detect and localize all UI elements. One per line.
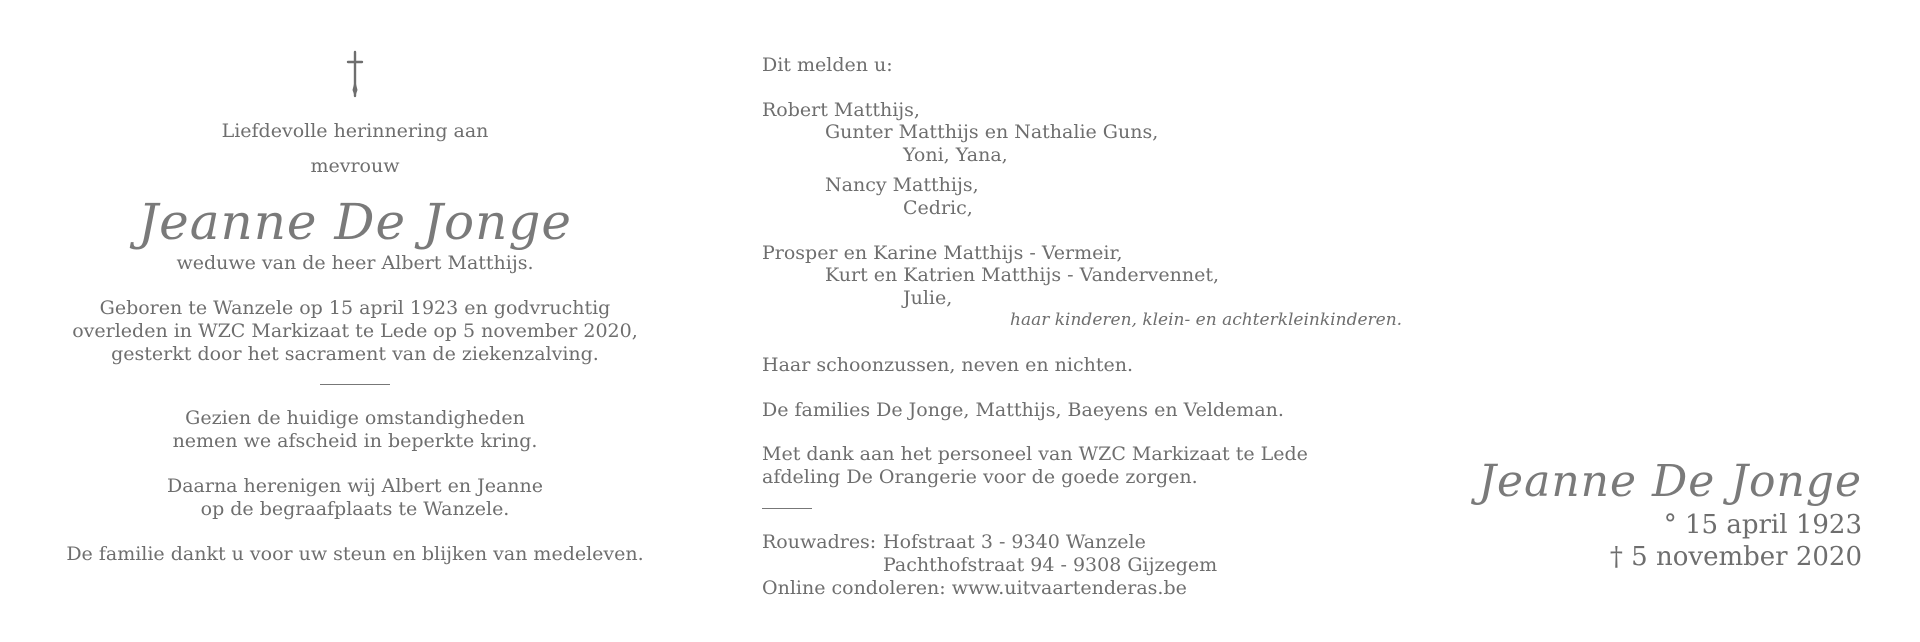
family-line: Robert Matthijs, [762,98,920,121]
family-line: Gunter Matthijs en Nathalie Guns, [825,121,1159,144]
address-row-2 [762,554,1402,577]
address-row-1 [762,531,1402,554]
birth-line-1: Geboren te Wanzele op 15 april 1923 en godvruchtig [99,297,611,319]
deceased-name-small: Jeanne De Jonge [1478,456,1862,507]
farewell-line-2: nemen we afscheid in beperkte kring. [172,430,538,452]
birth-death-paragraph [40,297,670,366]
birth-date: ° 15 april 1923 [1663,510,1862,540]
staff-thanks [762,443,1402,488]
staff-thanks-line-1: Met dank aan het personeel van WZC Markizaat te Lede [762,443,1308,466]
family-line: Yoni, Yana, [903,143,1008,166]
death-date: † 5 november 2020 [1609,542,1862,572]
address-block [762,531,1402,599]
thanks-line: De familie dankt u voor uw steun en blijken van medeleven. [66,543,644,565]
address-line-1: Hofstraat 3 - 9340 Wanzele [883,531,1146,554]
family-group-1 [762,99,1402,220]
divider [762,508,812,509]
family-group-2 [762,242,1402,332]
family-line: Julie, [903,286,953,309]
birth-line-2: overleden in WZC Markizaat te Lede op 5 november 2020, [72,320,638,342]
announcement-header: Dit melden u: [762,54,893,76]
middle-column [762,54,1402,599]
gather-paragraph [40,475,670,521]
left-column [40,50,670,566]
birth-line-3: gesterkt door het sacrament van de ziekenzalving. [111,343,599,365]
in-laws-line: Haar schoonzussen, neven en nichten. [762,353,1134,376]
right-column [1442,455,1862,573]
honorific: mevrouw [310,155,400,177]
cross-icon [342,50,368,98]
online-condolence-link[interactable]: Online condoleren: www.uitvaartenderas.be [762,576,1187,599]
widow-line: weduwe van de heer Albert Matthijs. [176,252,534,274]
family-line: Kurt en Katrien Matthijs - Vandervennet, [825,264,1220,287]
family-line: Cedric, [903,196,973,219]
farewell-line-1: Gezien de huidige omstandigheden [185,407,525,429]
intro-text: Liefdevolle herinnering aan [221,120,489,142]
address-line-2: Pachthofstraat 94 - 9308 Gijzegem [883,553,1218,576]
gather-line-1: Daarna herenigen wij Albert en Jeanne [166,475,544,497]
address-label: Rouwadres: [762,531,877,554]
farewell-paragraph [40,407,670,453]
family-line: Prosper en Karine Matthijs - Vermeir, [762,241,1123,264]
family-line: Nancy Matthijs, [825,174,979,197]
gather-line-2: op de begraafplaats te Wanzele. [200,498,510,520]
divider [320,384,390,385]
families-line: De families De Jonge, Matthijs, Baeyens en Veldeman. [762,398,1284,421]
staff-thanks-line-2: afdeling De Orangerie voor de goede zorgen. [762,465,1198,488]
relation-note: haar kinderen, klein- en achterkleinkinderen. [1010,310,1403,331]
deceased-name: Jeanne De Jonge [138,193,572,251]
